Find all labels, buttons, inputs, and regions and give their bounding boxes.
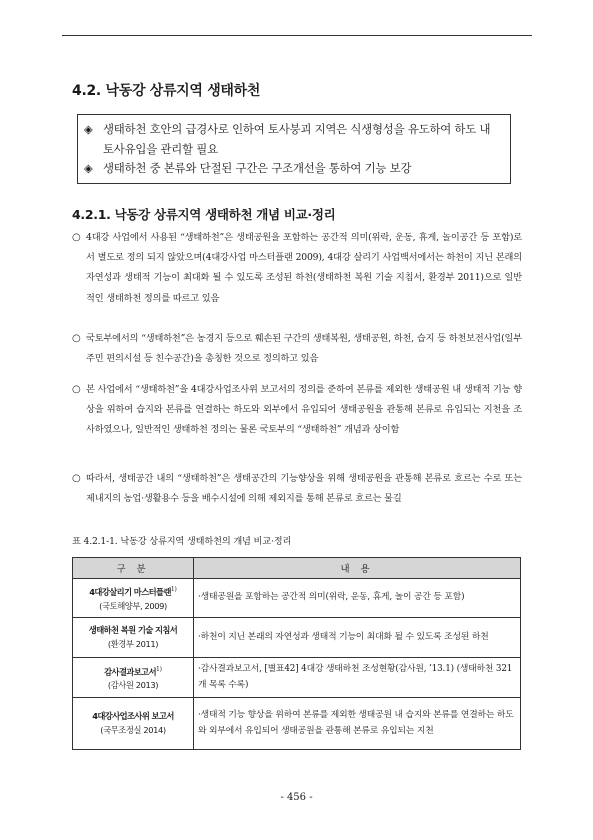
header-rule	[62, 35, 532, 36]
diamond-bullet-icon: ◈	[84, 161, 93, 175]
circle-bullet-icon: ○	[72, 473, 81, 484]
category-cell	[73, 658, 194, 698]
page-number: - 456 -	[280, 792, 313, 803]
table-row	[73, 579, 521, 618]
paragraph-text: 따라서, 생태공간 내의 “생태하천”은 생태공간의 기능향상을 위해 생태공원을 관통해 본류로 흐르는 수로 또는 제내지의 농업·생활용수 등을 배수시설에 의해 제외지를 통해 본류로 흐르는 물길	[86, 473, 522, 505]
table-row	[73, 618, 521, 658]
summary-box	[77, 114, 511, 184]
paragraph	[72, 380, 522, 441]
category-name: 4대강사업조사위 보고서	[92, 711, 174, 721]
category-source: (감사원 2013)	[107, 680, 159, 691]
column-header-content: 내 용	[194, 558, 521, 579]
circle-bullet-icon: ○	[72, 333, 81, 344]
paragraph-text: 국토부에서의 “생태하천”은 농경지 등으로 훼손된 구간의 생태복원, 생태공원, 하천, 습지 등 하천보전사업(일부 주민 편의시설 등 친수공간)을 총칭한 것으로 정의하고 있음	[86, 333, 522, 365]
content-cell: ·생태적 기능 향상을 위하여 본류를 제외한 생태공원 내 습지와 본류를 연결하는 하도와 외부에서 유입되어 생태공원을 관통해 본류로 유입되는 지천	[194, 698, 521, 750]
category-cell	[73, 698, 194, 750]
footnote-marker: 1)	[170, 586, 177, 594]
category-cell	[73, 579, 194, 618]
comparison-table	[72, 557, 521, 750]
table-header-row	[73, 558, 521, 579]
subsection-title: 4.2.1. 낙동강 상류지역 생태하천 개념 비교·정리	[72, 207, 336, 222]
summary-item	[84, 120, 504, 159]
category-cell	[73, 618, 194, 658]
diamond-bullet-icon: ◈	[84, 122, 93, 136]
content-cell: ·감사결과보고서, [별표42] 4대강 생태하천 조성현황(감사원, ’13.1) (생태하천 321개 목록 수록)	[194, 658, 521, 698]
circle-bullet-icon: ○	[72, 232, 81, 243]
category-source: (환경부 2011)	[107, 639, 159, 649]
paragraph-text: 4대강 사업에서 사용된 “생태하천”은 생태공원을 포함하는 공간적 의미(위락, 운동, 휴게, 놀이공간 등 포함)로서 별도로 정의 되지 않았으며(4대강사업 마스터플랜 2009), 4대강 살리기 사업백서에서는 하천이 지닌 본래의 자연성과 생태적 기능이 최대화 될 수 있도록 조성된 하천(생태하천 복원 기술 지침서, 환경부 2011)으로 일반적인 생태하천 정의를 따르고 있음	[86, 232, 522, 304]
summary-text: 생태하천 호안의 급경사로 인하여 토사붕괴 지역은 식생형성을 유도하여 하도 내 토사유입을 관리할 필요	[103, 122, 491, 156]
section-title: 4.2. 낙동강 상류지역 생태하천	[72, 83, 261, 99]
category-name: 생태하천 복원 기술 지침서	[88, 625, 178, 635]
category-name: 4대강살리기 마스터플랜	[89, 586, 171, 597]
content-cell: ·생태공원을 포함하는 공간적 의미(위락, 운동, 휴게, 놀이 공간 등 포함)	[194, 579, 521, 618]
content-cell: ·하천이 지닌 본래의 자연성과 생태적 기능이 최대화 될 수 있도록 조성된 하천	[194, 618, 521, 658]
summary-item	[84, 159, 504, 179]
column-header-category: 구 분	[73, 558, 194, 579]
paragraph-text: 본 사업에서 “생태하천”을 4대강사업조사위 보고서의 정의를 준하여 본류를 제외한 생태공원 내 생태적 기능 향상을 위하여 습지와 본류를 연결하는 하도와 외부에서 유입되어 생태공원을 관통해 본류로 유입되는 지천을 조사하였으나, 일반적인 생태하천 정의는 물론 국토부의 “생태하천” 개념과 상이함	[86, 384, 522, 436]
category-source: (국토해양부, 2009)	[99, 600, 167, 611]
category-source: (국무조정실 2014)	[100, 725, 166, 735]
circle-bullet-icon: ○	[72, 384, 81, 395]
category-name: 감사결과보고서	[104, 666, 157, 677]
footnote-marker: 1)	[156, 665, 162, 673]
paragraph	[72, 469, 522, 509]
summary-text: 생태하천 중 본류와 단절된 구간은 구조개선을 통하여 기능 보강	[103, 161, 412, 175]
table-row	[73, 658, 521, 698]
table-caption: 표 4.2.1-1. 낙동강 상류지역 생태하천의 개념 비교·정리	[72, 536, 292, 547]
table-row	[73, 698, 521, 750]
paragraph	[72, 329, 522, 369]
paragraph	[72, 228, 522, 309]
